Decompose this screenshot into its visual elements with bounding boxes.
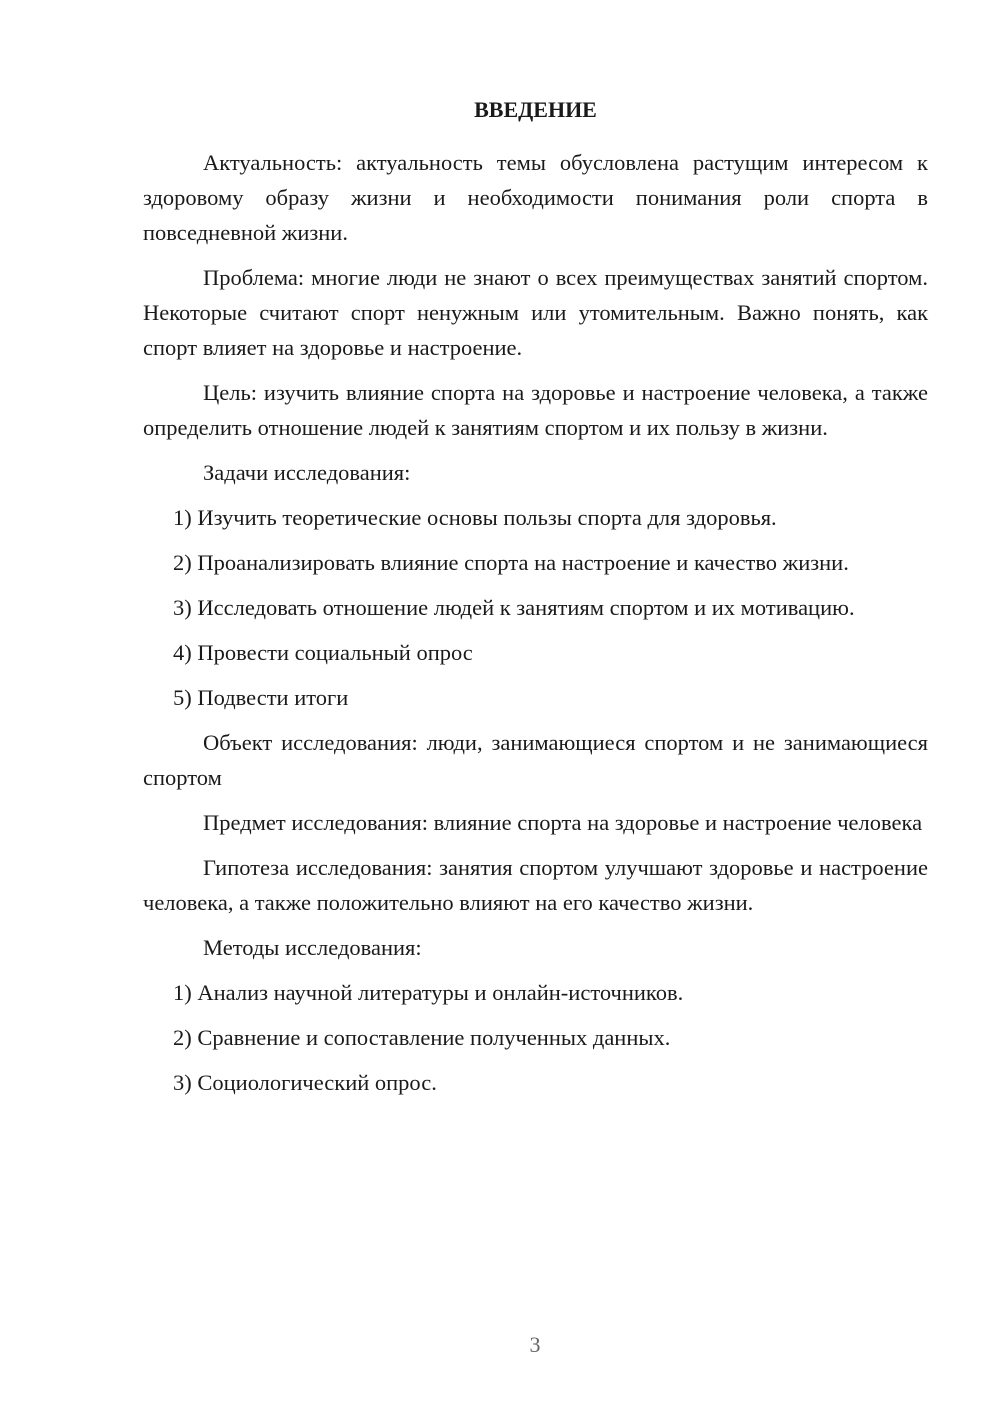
hypothesis-paragraph: Гипотеза исследования: занятия спортом улучшают здоровье и настроение человека, а также положительно влияют на его качество жизни. bbox=[143, 855, 928, 915]
section-heading: ВВЕДЕНИЕ bbox=[474, 97, 597, 122]
method-item: 2) Сравнение и сопоставление полученных данных. bbox=[173, 1025, 671, 1050]
relevance-paragraph: Актуальность: актуальность темы обусловлена растущим интересом к здоровому образу жизни и необходимости понимания роли спорта в повседневной жизни. bbox=[143, 150, 928, 245]
object-paragraph: Объект исследования: люди, занимающиеся спортом и не занимающиеся спортом bbox=[143, 730, 928, 790]
methods-title: Методы исследования: bbox=[203, 935, 422, 960]
method-item: 1) Анализ научной литературы и онлайн-источников. bbox=[173, 980, 684, 1005]
subject-paragraph: Предмет исследования: влияние спорта на здоровье и настроение человека bbox=[203, 810, 923, 835]
task-item: 2) Проанализировать влияние спорта на настроение и качество жизни. bbox=[173, 550, 849, 575]
task-item: 1) Изучить теоретические основы пользы спорта для здоровья. bbox=[173, 505, 777, 530]
tasks-title: Задачи исследования: bbox=[203, 460, 411, 485]
task-item: 3) Исследовать отношение людей к занятиям спортом и их мотивацию. bbox=[173, 595, 855, 620]
page-number: 3 bbox=[529, 1332, 541, 1357]
method-item: 3) Социологический опрос. bbox=[173, 1070, 437, 1095]
goal-paragraph: Цель: изучить влияние спорта на здоровье и настроение человека, а также определить отношение людей к занятиям спортом и их пользу в жизни. bbox=[143, 380, 928, 440]
task-item: 5) Подвести итоги bbox=[173, 685, 349, 710]
document-page bbox=[143, 95, 928, 1110]
problem-paragraph: Проблема: многие люди не знают о всех преимуществах занятий спортом. Некоторые считают спорт ненужным или утомительным. Важно понять, как спорт влияет на здоровье и настроение. bbox=[143, 265, 928, 360]
task-item: 4) Провести социальный опрос bbox=[173, 640, 473, 665]
